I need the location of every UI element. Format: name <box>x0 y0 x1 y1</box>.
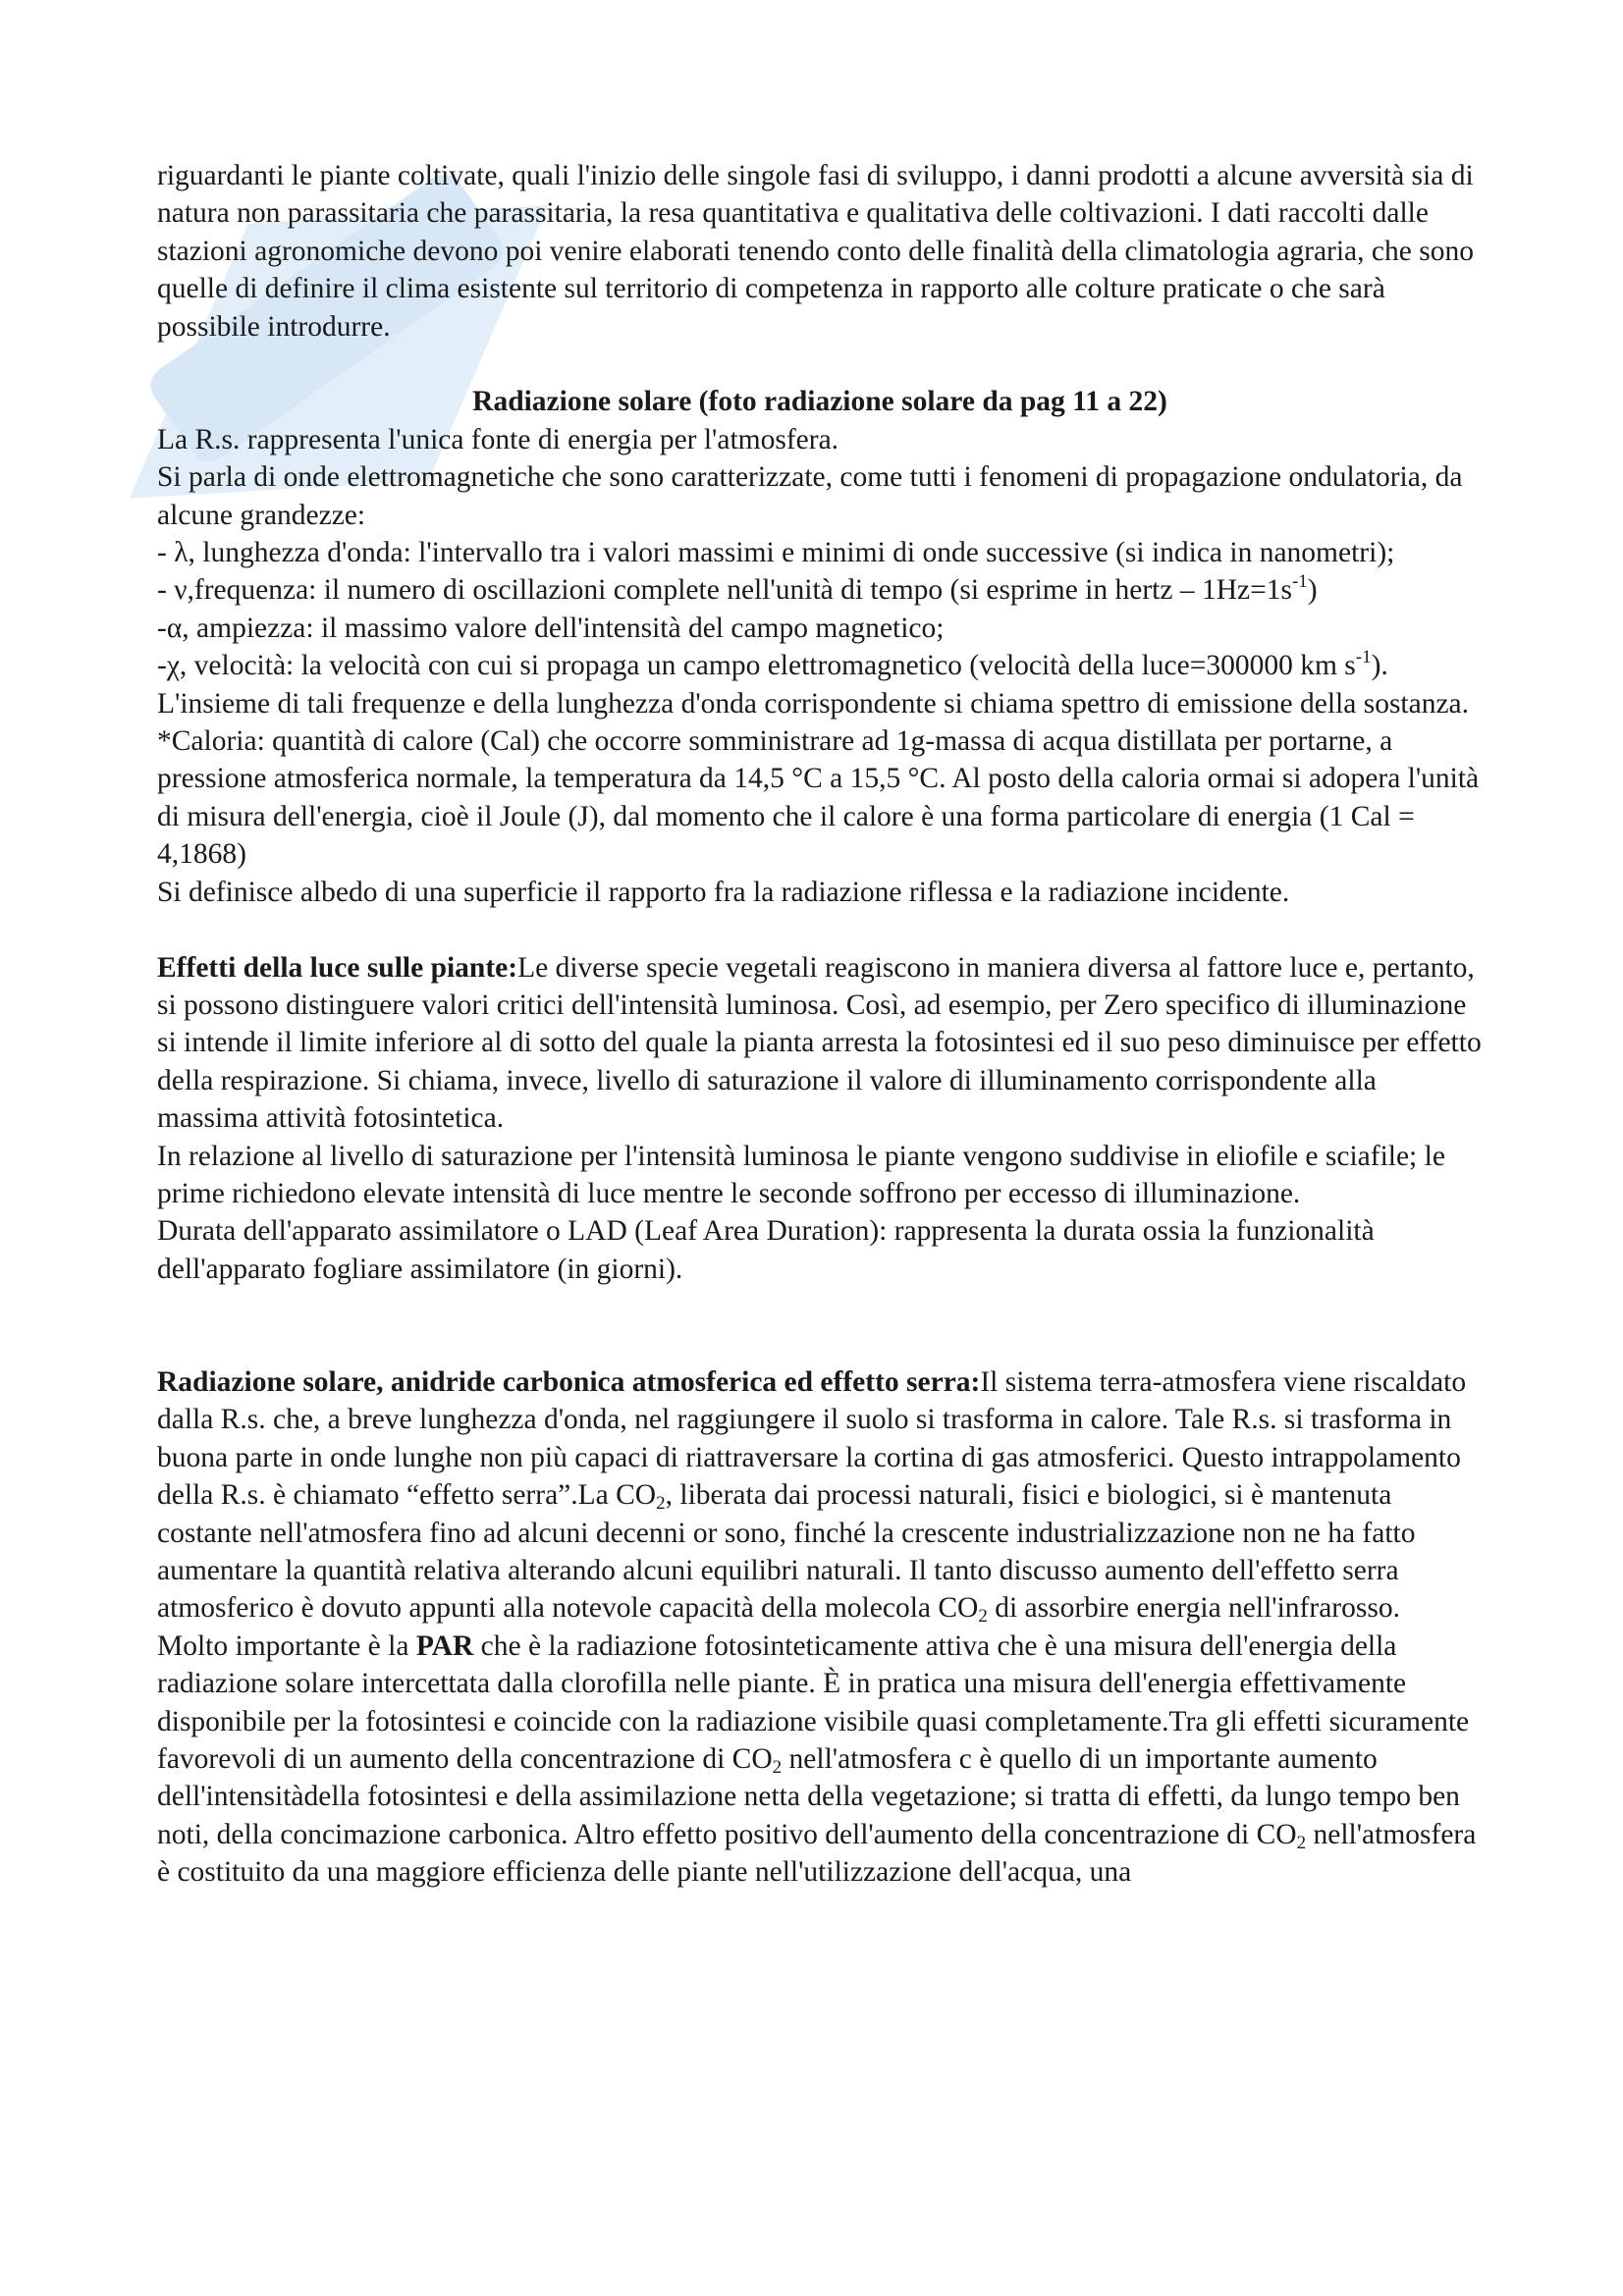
text-span: Molto importante è la <box>157 1629 416 1662</box>
section-heading-effetto-serra: Radiazione solare, anidride carbonica atmosferica ed effetto serra: <box>157 1365 981 1398</box>
effetto-serra-paragraph <box>157 1363 1483 1628</box>
text-span: - ν,frequenza: il numero di oscillazioni complete nell'unità di tempo (si esprime in hertz – 1Hz=1s <box>157 574 1292 607</box>
subscript: 2 <box>656 1493 666 1515</box>
text-line: La R.s. rappresenta l'unica fonte di energia per l'atmosfera. <box>157 423 839 455</box>
text-line-frequenza <box>157 571 1483 609</box>
text-line: -α, ampiezza: il massimo valore dell'intensità del campo magnetico; <box>157 612 945 644</box>
par-term: PAR <box>415 1629 474 1662</box>
text-span: nell'atmosfera è costituito da una maggiore efficienza delle piante nell'utilizzazione dell'acqua, una <box>157 1818 1477 1889</box>
text-line: Si definisce albedo di una superficie il rapporto fra la radiazione riflessa e la radiazione incidente. <box>157 876 1290 908</box>
text-span: ). <box>1371 650 1388 682</box>
text-span: nell'atmosfera c è quello di un importante aumento dell'intensitàdella fotosintesi e della assimilazione netta della vegetazione; si tratta di effetti, da lungo tempo ben noti, della concimazione carbonica. Altro effetto positivo dell'aumento della concentrazione di CO <box>157 1743 1460 1850</box>
effetti-luce-paragraph <box>157 949 1483 1138</box>
intro-paragraph: riguardanti le piante coltivate, quali l'inizio delle singole fasi di sviluppo, i danni prodotti a alcune avversità sia di natura non parassitaria che parassitaria, la resa quantitativa e qualitativa delle coltivazioni. I dati raccolti dalle stazioni agronomiche devono poi venire elaborati tenendo conto delle finalità della climatologia agraria, che sono quelle di definire il clima esistente sul territorio di competenza in rapporto alle colture praticate o che sarà possibile introdurre. <box>157 160 1474 343</box>
text-span: ) <box>1307 574 1318 607</box>
section-heading-effetti-luce: Effetti della luce sulle piante: <box>157 951 518 984</box>
par-paragraph <box>157 1628 1483 1892</box>
subscript: 2 <box>772 1757 783 1778</box>
subscript: 2 <box>1296 1832 1307 1853</box>
document-page <box>157 157 1483 1892</box>
text-span: -χ, velocità: la velocità con cui si propaga un campo elettromagnetico (velocità della luce=300000 km s <box>157 650 1356 682</box>
text-span: , liberata dai processi naturali, fisici e biologici, si è mantenuta costante nell'atmosfera fino ad alcuni decenni or sono, finché la crescente industrializzazione non ne ha fatto aumentare la quantità relativa alterando alcuni equilibri naturali. Il tanto discusso aumento dell'effetto serra atmosferico è dovuto appunti alla notevole capacità della molecola CO <box>157 1479 1416 1625</box>
superscript: -1 <box>1291 571 1308 593</box>
text-paragraph: In relazione al livello di saturazione per l'intensità luminosa le piante vengono suddivise in eliofile e sciafile; le prime richiedono elevate intensità di luce mentre le seconde soffrono per eccesso di illuminazione. <box>157 1140 1445 1209</box>
superscript: -1 <box>1355 647 1372 668</box>
text-line-velocita <box>157 647 1483 684</box>
subscript: 2 <box>978 1606 988 1628</box>
text-line: Si parla di onde elettromagnetiche che sono caratterizzate, come tutti i fenomeni di propagazione ondulatoria, da alcune grandezze: <box>157 461 1463 531</box>
text-line: *Caloria: quantità di calore (Cal) che occorre somministrare ad 1g-massa di acqua distillata per portarne, a pressione atmosferica normale, la temperatura da 14,5 °C a 15,5 °C. Al posto della caloria ormai si adopera l'unità di misura dell'energia, cioè il Joule (J), dal momento che il calore è una forma particolare di energia (1 Cal = 4,1868) <box>157 725 1480 871</box>
text-paragraph: Durata dell'apparato assimilatore o LAD (Leaf Area Duration): rappresenta la durata ossia la funzionalità dell'apparato fogliare assimilatore (in giorni). <box>157 1215 1375 1285</box>
section-title-radiazione-solare: Radiazione solare (foto radiazione solare da pag 11 a 22) <box>472 386 1167 418</box>
text-line: - λ, lunghezza d'onda: l'intervallo tra i valori massimi e minimi di onde successive (si indica in nanometri); <box>157 537 1395 569</box>
text-span: Il sistema terra-atmosfera viene riscaldato dalla R.s. che, a breve lunghezza d'onda, nel raggiungere il suolo si trasforma in calore. Tale R.s. si trasforma in buona parte in onde lunghe non più capaci di riattraversare la cortina di gas atmosferici. Questo intrappolamento della R.s. è chiamato “effetto serra”.La CO <box>157 1365 1467 1512</box>
text-span: Le diverse specie vegetali reagiscono in maniera diversa al fattore luce e, pertanto, si possono distinguere valori critici dell'intensità luminosa. Così, ad esempio, per Zero specifico di illuminazione si intende il limite inferiore al di sotto del quale la pianta arresta la fotosintesi ed il suo peso diminuisce per effetto della respirazione. Si chiama, invece, livello di saturazione il valore di illuminamento corrispondente alla massima attività fotosintetica. <box>157 951 1482 1135</box>
text-span: di assorbire energia nell'infrarosso. <box>987 1592 1400 1625</box>
text-line: L'insieme di tali frequenze e della lunghezza d'onda corrispondente si chiama spettro di emissione della sostanza. <box>157 687 1470 720</box>
text-span: che è la radiazione fotosinteticamente attiva che è una misura dell'energia della radiazione solare intercettata dalla clorofilla nelle piante. È in pratica una misura dell'energia effettivamente disponibile per la fotosintesi e coincide con la radiazione visibile quasi completamente.Tra gli effetti sicuramente favorevoli di un aumento della concentrazione di CO <box>157 1629 1470 1775</box>
